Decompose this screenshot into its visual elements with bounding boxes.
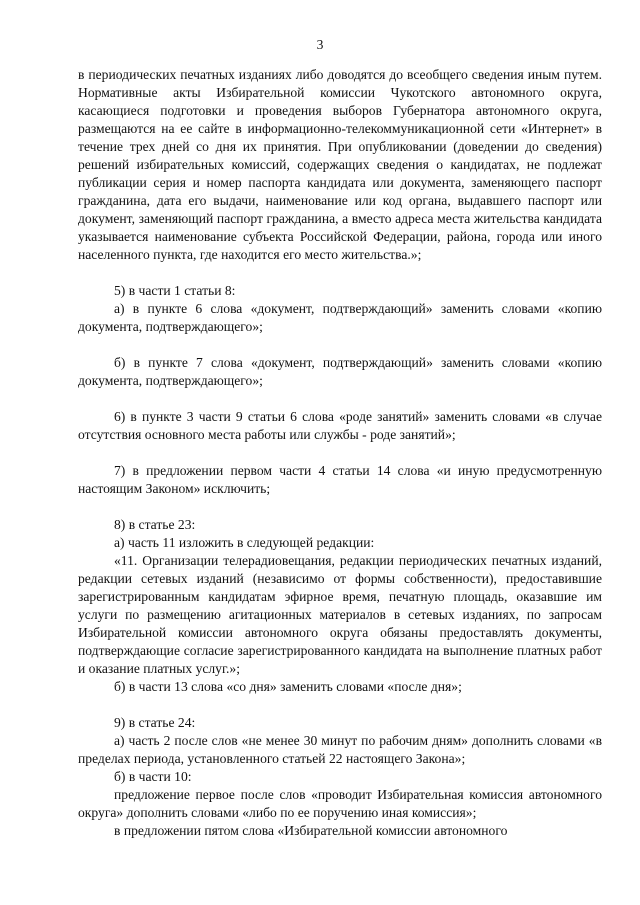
paragraph-item-5: 5) в части 1 статьи 8: [114, 283, 236, 298]
paragraph-continuation: в периодических печатных изданиях либо доводятся до всеобщего сведения иным путем. Нормативные акты Избирательной комиссии Чукотского автономного округа, касающиеся подготовки и проведения выборов Губернатора автономного округа, размещаются на ее сайте в информационно-телекоммуникационной сети «Интернет» в течение трех дней со дня их принятия. При опубликовании (доведении до сведения) решений избирательных комиссий, содержащих сведения о кандидатах, не подлежат публикации серия и номер паспорта кандидата или документа, заменяющего паспорт гражданина, дата его выдачи, наименование или код органа, выдавшего паспорт или документ, заменяющий паспорт гражданина, а вместо адреса места жительства кандидата указывается наименование субъекта Российской Федерации, района, города или иного населенного пункта, где находится его место жительства.»; [78, 67, 602, 262]
paragraph-item-9b: б) в части 10: [114, 769, 192, 784]
page-number: 3 [316, 37, 324, 52]
paragraph-item-8b: б) в части 13 слова «со дня» заменить словами «после дня»; [114, 679, 462, 694]
paragraph-item-5a: а) в пункте 6 слова «документ, подтверждающий» заменить словами «копию документа, подтверждающего»; [78, 301, 602, 334]
paragraph-sentence-fifth: в предложении пятом слова «Избирательной комиссии автономного [114, 823, 508, 838]
paragraph-item-7: 7) в предложении первом части 4 статьи 14 слова «и иную предусмотренную настоящим Законом» исключить; [78, 463, 602, 496]
paragraph-part-11-text: «11. Организации телерадиовещания, редакции периодических печатных изданий, редакции сетевых изданий (независимо от формы собственности), предоставившие зарегистрированным кандидатам эфирное время, печатную площадь, оказавшие им услуги по размещению агитационных материалов в сетевых изданиях, по запросам Избирательной комиссии автономного округа обязаны предоставлять документы, подтверждающие согласие зарегистрированного кандидата на выполнение платных работ и оказание платных услуг.»; [78, 553, 602, 676]
paragraph-sentence-first: предложение первое после слов «проводит Избирательная комиссия автономного округа» дополнить словами «либо по ее поручению иная комиссия»; [78, 787, 602, 820]
paragraph-item-6: 6) в пункте 3 части 9 статьи 6 слова «роде занятий» заменить словами «в случае отсутствия основного места работы или службы - роде занятий»; [78, 409, 602, 442]
paragraph-item-9: 9) в статье 24: [114, 715, 196, 730]
paragraph-item-8: 8) в статье 23: [114, 517, 196, 532]
paragraph-item-8a: а) часть 11 изложить в следующей редакции: [114, 535, 375, 550]
document-body [78, 66, 602, 840]
paragraph-item-5b: б) в пункте 7 слова «документ, подтверждающий» заменить словами «копию документа, подтверждающего»; [78, 355, 602, 388]
paragraph-item-9a: а) часть 2 после слов «не менее 30 минут по рабочим дням» дополнить словами «в пределах периода, установленного статьей 22 настоящего Закона»; [78, 733, 602, 766]
